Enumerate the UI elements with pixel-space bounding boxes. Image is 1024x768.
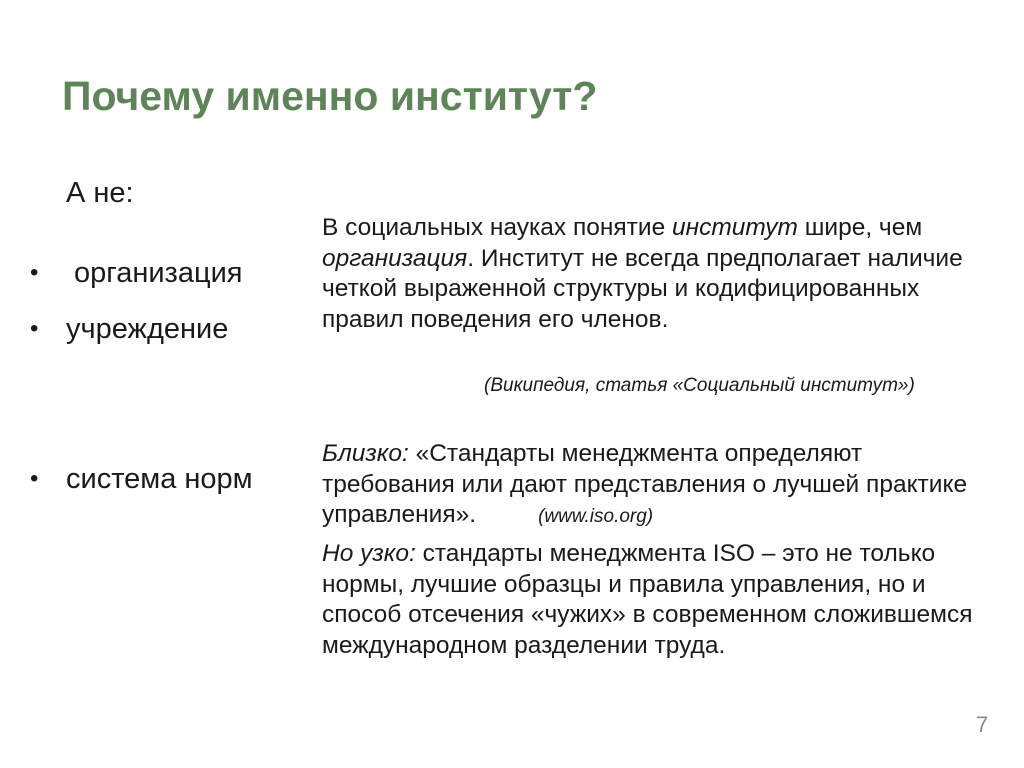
emphasis-organization: организация <box>322 244 468 272</box>
text-fragment: . Институт не всегда предполагает наличие четкой выраженной структуры и кодифицированных правил поведения его членов. <box>322 244 963 333</box>
emphasis-close: Близко: <box>322 440 409 467</box>
emphasis-narrow: Но узко: <box>322 540 416 567</box>
text-fragment: шире, чем <box>797 214 923 241</box>
bullet-text: организация <box>74 257 243 289</box>
bullet-text: система норм <box>66 463 253 495</box>
definition-paragraph <box>322 213 992 335</box>
bullet-marker: • <box>30 259 39 286</box>
slide-subtitle: А не: <box>66 177 134 209</box>
iso-source: (www.iso.org) <box>538 506 654 527</box>
slide-title: Почему именно институт? <box>62 73 598 119</box>
text-fragment: стандарты менеджмента ISO – это не только нормы, лучшие образцы и правила управления, но и способ отсечения «чужих» в современном сложившемся международном разделении труда. <box>322 540 973 659</box>
emphasis-institute: институт <box>672 214 798 241</box>
text-fragment: «Стандарты менеджмента определяют требования или дают представления о лучшей практике управления». <box>322 440 968 528</box>
text-fragment: В социальных науках понятие <box>322 214 672 241</box>
wikipedia-source: (Википедия, статья «Социальный институт») <box>484 375 915 396</box>
bullet-text: учреждение <box>66 313 229 345</box>
bullet-marker: • <box>30 465 39 492</box>
page-number: 7 <box>976 712 989 737</box>
bullet-marker: • <box>30 315 39 342</box>
close-paragraph <box>322 439 992 533</box>
narrow-paragraph <box>322 539 992 661</box>
